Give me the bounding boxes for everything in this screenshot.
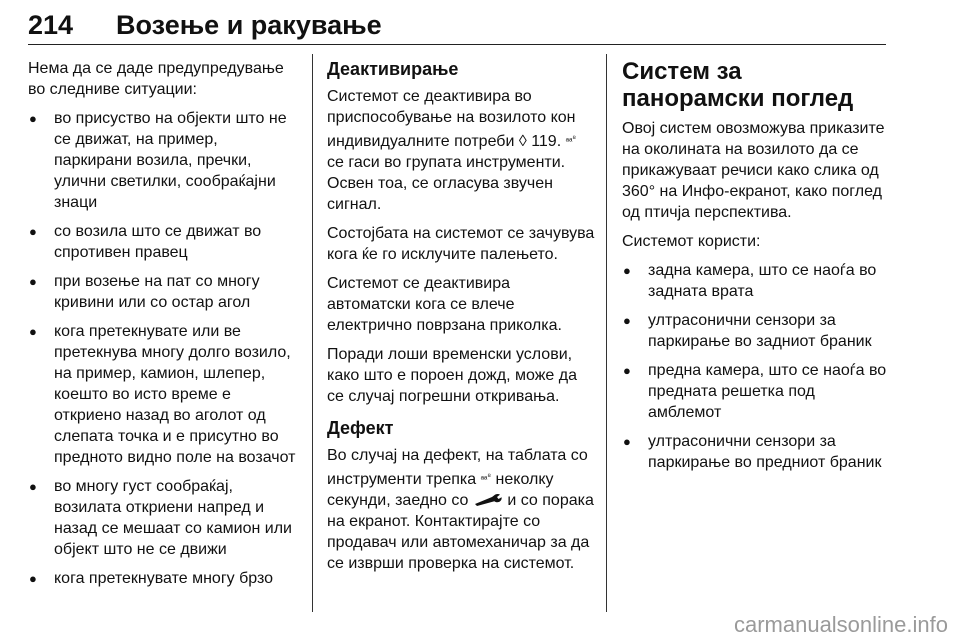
column-left [28, 58, 298, 597]
list-item: ● со возила што се движат во спротивен правец [28, 221, 298, 263]
column-middle [327, 58, 595, 582]
page-header [28, 8, 886, 45]
trailer-paragraph: Системот се деактивира автоматски кога се влече електрично поврзана приколка. [327, 275, 562, 334]
list-item: ● во присуство на објекти што не се движат, на пример, паркирани возила, пречки, улични светилки, сообраќајни знаци [28, 108, 298, 213]
page-reference-link[interactable]: 119. [526, 133, 566, 150]
weather-paragraph: Поради лоши временски услови, како што е пороен дожд, може да се случај погрешни откривања. [327, 346, 577, 405]
list-item: ● кога претекнувате многу брзо [28, 568, 298, 589]
text-run: Во случај на дефект, на таблата со инструменти трепка [327, 447, 588, 488]
list-item: ● при возење на пат со многу кривини или со остар агол [28, 271, 298, 313]
wrench-icon [473, 491, 503, 504]
fault-heading: Дефект [327, 418, 394, 438]
intro-paragraph: Нема да се даде предупредување во следниве ситуации: [28, 60, 284, 98]
column-divider [312, 54, 313, 612]
text-run: и со порака на екранот. Контактирајте со продавач или автомеханичар за да се изврши проверка на системот. [327, 492, 594, 572]
list-item: ● ултрасонични сензори за паркирање во задниот браник [622, 310, 888, 352]
list-item: ● ултрасонични сензори за паркирање во предниот браник [622, 431, 888, 473]
text-run: Системот се деактивира во приспособување на возилото кон индивидуалните потреби [327, 88, 576, 150]
list-item: ● кога претекнувате или ве претекнува многу долго возило, на пример, камион, шлепер, коешто во исто време е откриено назад во аголот од слепата точка и е присутно во предното видно поле на возачот [28, 321, 298, 468]
deactivation-heading: Деактивирање [327, 59, 459, 79]
page-number: 214 [28, 10, 74, 40]
side-blind-zone-indicator-icon: ₐₐ⁸ [565, 133, 577, 143]
components-list [622, 260, 888, 473]
page-reference-arrow-icon: ◊ [518, 133, 527, 150]
system-description: Овој систем овозможува приказите на околината на возилото да се прикажуваат речиси како слика од 360° на Инфо-екранот, како поглед од птичја перспектива. [622, 120, 885, 221]
section-heading: Систем за панорамски поглед [622, 58, 854, 112]
system-uses-label: Системот користи: [622, 233, 761, 250]
no-warning-list [28, 108, 298, 589]
text-run: неколку секунди, заедно со [327, 471, 554, 509]
list-item: ● во многу густ сообраќај, возилата откриени напред и назад се мешаат со камион или објект што не се движи [28, 476, 298, 560]
list-item: ● предна камера, што се наоѓа во предната решетка под амблемот [622, 360, 888, 423]
column-divider [606, 54, 607, 612]
running-title: Возење и ракување [116, 10, 382, 40]
side-blind-zone-indicator-icon: ₐₐ⁸ [480, 471, 492, 481]
list-item: ● задна камера, што се наоѓа во задната врата [622, 260, 888, 302]
deactivation-paragraph [327, 86, 595, 215]
watermark: carmanualsonline.info [733, 612, 948, 637]
fault-paragraph [327, 445, 595, 574]
column-right [622, 58, 888, 481]
text-run: се гаси во групата инструменти. Освен тоа, се огласува звучен сигнал. [327, 154, 566, 213]
state-memory-paragraph: Состојбата на системот се зачувува кога ќе го исклучите палењето. [327, 225, 595, 263]
